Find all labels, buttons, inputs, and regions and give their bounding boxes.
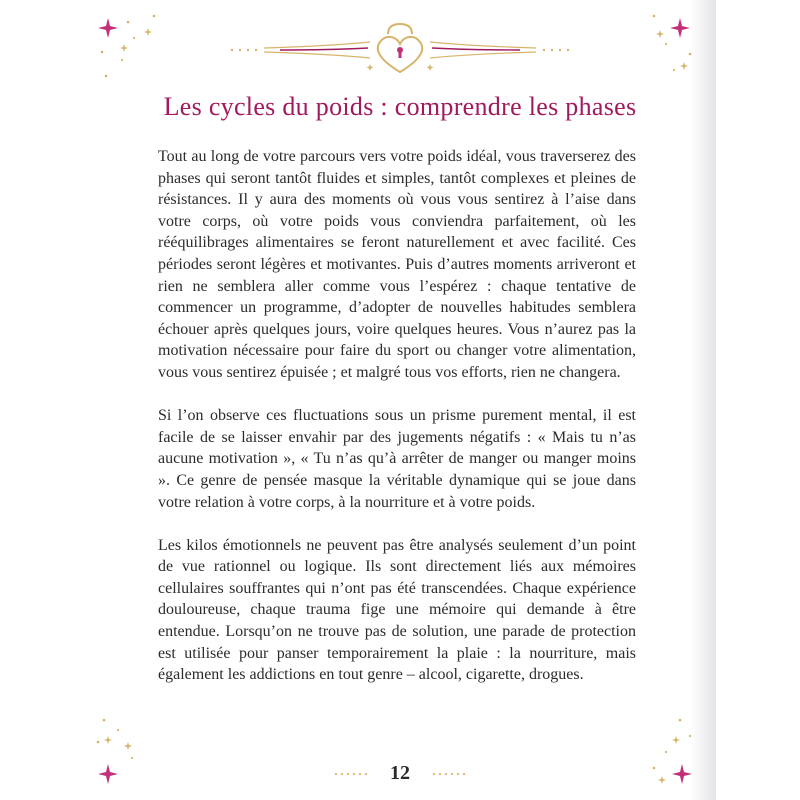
sparkle-star-icon — [98, 18, 118, 38]
top-right-sparkle-decoration — [640, 8, 700, 88]
paragraph: Les kilos émotionnels ne peuvent pas être analysés seulement d’un point de vue rationnel ou logique. Ils sont directement liés aux mémoires cellulaires souffrantes qui n’ont pas été transcendées. Chaque expérience douloureuse, chaque trauma fige une mémoire qui demande à être entendue. Lorsqu’on ne trouve pas de solution, une parade de protection est utilisée pour panser temporairement la plaie : la nourriture, mais également les addictions en tout genre – alcool, cigarette, drogues. — [158, 536, 636, 684]
sparkle-star-icon — [670, 18, 690, 38]
page-number: 12 — [390, 762, 410, 784]
heart-lock-icon — [378, 24, 422, 72]
page-title: Les cycles du poids : comprendre les phases — [163, 92, 637, 121]
paragraph: Tout au long de votre parcours vers votre poids idéal, vous traverserez des phases qui seront tantôt fluides et simples, tantôt complexes et pleines de résistances. Il y aura des moments où vous vous sentirez à l’aise dans votre corps, où votre poids vous conviendra parfaitement, où les rééquilibrages alimentaires se feront naturellement et avec facilité. Ces périodes seront légères et motivantes. Puis d’autres moments arriveront et rien ne semblera aller comme vous l’espérez : chaque tentative de commencer un programme, d’adopter de nouvelles habitudes semblera échouer après quelques jours, voire quelques heures. Vous n’aurez pas la motivation nécessaire pour faire du sport ou changer votre alimentation, vous vous sentirez épuisée ; et malgré tous vos efforts, rien ne changera. — [158, 148, 636, 381]
page-footer — [320, 760, 480, 788]
top-ornament — [220, 20, 580, 80]
sparkle-star-icon — [672, 764, 692, 784]
bottom-left-sparkle-decoration — [88, 712, 158, 792]
paragraph: Si l’on observe ces fluctuations sous un prisme purement mental, il est facile de se laisser envahir par des jugements négatifs : « Mais tu n’as aucune motivation », « Tu n’as qu’à arrêter de manger ou manger moins ». Ce genre de pensée masque la véritable dynamique qui se joue dans votre relation à votre corps, à la nourriture et à votre poids. — [158, 407, 636, 511]
sparkle-star-icon — [98, 764, 118, 784]
bottom-right-sparkle-decoration — [640, 712, 700, 792]
book-spine — [716, 0, 800, 800]
body-text — [158, 146, 636, 707]
top-left-sparkle-decoration — [88, 8, 178, 88]
